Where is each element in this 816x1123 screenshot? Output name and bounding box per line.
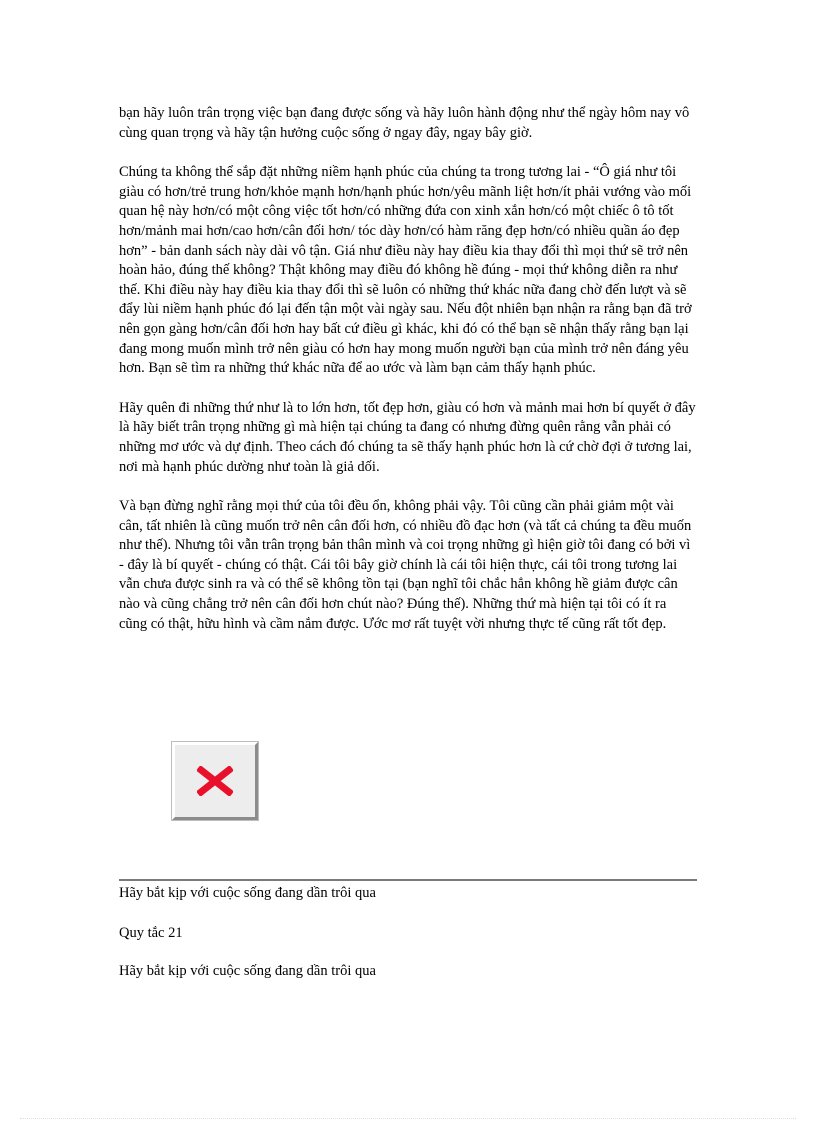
paragraph-3: Hãy quên đi những thứ như là to lớn hơn, tốt đẹp hơn, giàu có hơn và mảnh mai hơn bí quyết ở đây là hãy biết trân trọng những gì mà hiện tại chúng ta đang có nhưng đừng quên rằng vẫn phải có những mơ ước và dự định. Theo cách đó chúng ta sẽ thấy hạnh phúc hơn là cứ chờ đợi ở tương lai, nơi mà hạnh phúc dường như toàn là giả dối. xyxy=(119,399,696,475)
paragraph-2: Chúng ta không thể sắp đặt những niềm hạnh phúc của chúng ta trong tương lai - “Ô giá như tôi giàu có hơn/trẻ trung hơn/khỏe mạnh hơn/hạnh phúc hơn/yêu mãnh liệt hơn/ít phải vướng vào mối quan hệ này hơn/có một công việc tốt hơn/có những đứa con xinh xắn hơn/có một chiếc ô tô tốt hơn/mảnh mai hơn/cao hơn/cân đối hơn/ tóc dày hơn/có hàm răng đẹp hơn/có nhiều quần áo đẹp hơn” - bản danh sách này dài vô tận. Giá như điều này hay điều kia thay đổi thì mọi thứ sẽ trở nên hoàn hảo, đúng thế không? Thật không may điều đó không hề đúng - mọi thứ không diễn ra như thế. Khi điều này hay điều kia thay đổi thì sẽ luôn có những thứ khác nữa đang chờ đến lượt và sẽ đẩy lùi niềm hạnh phúc đó lại đến tận một vài ngày sau. Nếu đột nhiên bạn nhận ra rằng bạn đã trở nên gọn gàng hơn/cân đối hơn hay bất cứ điều gì khác, khi đó có thể bạn sẽ nhận thấy rằng bạn lại đang mong muốn mình trở nên giàu có hơn hay mong muốn người bạn của mình trở nên đáng yêu hơn. Bạn sẽ tìm ra những thứ khác nữa để ao ước và làm bạn cảm thấy hạnh phúc. xyxy=(119,164,692,377)
horizontal-rule xyxy=(119,879,697,881)
broken-image-x-icon xyxy=(197,766,233,796)
broken-image-placeholder xyxy=(172,742,258,820)
footer-line-1: Hãy bắt kịp với cuộc sống đang dần trôi qua xyxy=(119,885,376,901)
paragraph-1: bạn hãy luôn trân trọng việc bạn đang được sống và hãy luôn hành động như thể ngày hôm nay vô cùng quan trọng và hãy tận hưởng cuộc sống ở ngay đây, ngay bây giờ. xyxy=(119,105,690,141)
rule-title: Quy tắc 21 xyxy=(119,925,183,941)
page-bottom-border xyxy=(20,1118,796,1119)
body-text xyxy=(119,104,697,654)
paragraph-4: Và bạn đừng nghĩ rằng mọi thứ của tôi đều ổn, không phải vậy. Tôi cũng cần phải giảm một vài cân, tất nhiên là cũng muốn trở nên cân đối hơn, có nhiều đồ đạc hơn (và tất cả chúng ta đều muốn như thế). Nhưng tôi vẫn trân trọng bản thân mình và coi trọng những gì hiện giờ tôi đang có bởi vì - đây là bí quyết - chúng có thật. Cái tôi bây giờ chính là cái tôi hiện thực, cái tôi trong tương lai vẫn chưa được sinh ra và có thể sẽ không tồn tại (bạn nghĩ tôi chắc hẳn không hề giảm được cân nào và cũng chẳng trở nên cân đối hơn chút nào? Đúng thế). Những thứ mà hiện tại tôi có ít ra cũng có thật, hữu hình và cầm nắm được. Ước mơ rất tuyệt vời nhưng thực tế cũng rất tốt đẹp. xyxy=(119,498,692,632)
footer-line-2: Hãy bắt kịp với cuộc sống đang dần trôi qua xyxy=(119,963,376,979)
